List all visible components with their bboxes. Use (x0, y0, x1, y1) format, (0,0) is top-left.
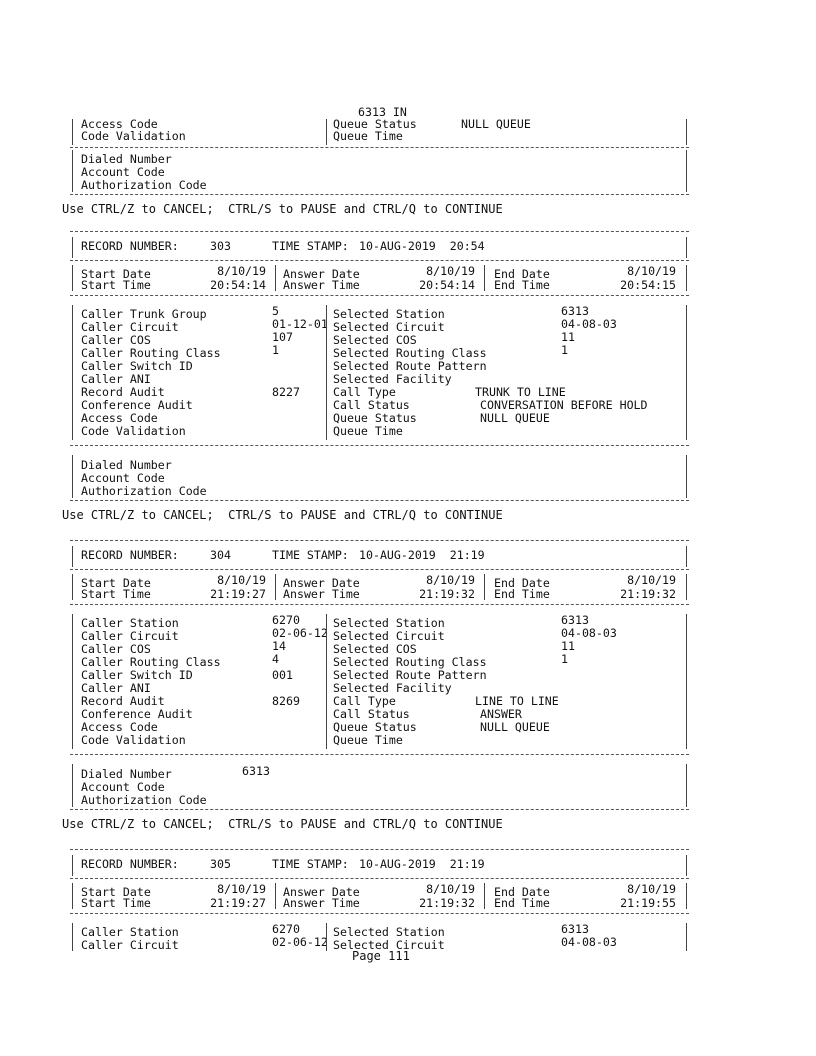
right-border (686, 150, 687, 192)
dialed-number-label: Dialed Number (81, 458, 172, 472)
end-time-label: End Time (494, 896, 550, 910)
end-date-label: End Date (494, 576, 550, 590)
column-divider (484, 574, 485, 600)
separator (70, 809, 689, 810)
dialed-number-value: 6313 (242, 764, 270, 778)
page-number: Page 111 (352, 949, 410, 963)
left-border (72, 455, 73, 498)
selected-station-label: Selected Station (333, 925, 445, 939)
record-audit-value: 8269 (272, 694, 300, 708)
dialed-number-label: Dialed Number (81, 152, 172, 166)
control-instructions: Use CTRL/Z to CANCEL; CTRL/S to PAUSE and CTRL/Q to CONTINUE (62, 508, 503, 522)
record-number-value: 303 (210, 239, 231, 253)
selected-circuit-label: Selected Circuit (333, 938, 445, 952)
start-time-value: 21:19:27 (210, 896, 266, 910)
caller-circuit-value: 01-12-01 (272, 317, 328, 331)
start-time-label: Start Time (81, 278, 151, 292)
selected-circuit-value: 04-08-03 (561, 626, 617, 640)
selected-circuit-value: 04-08-03 (561, 317, 617, 331)
right-border (686, 455, 687, 498)
caller-routing-class-label: Caller Routing Class (81, 346, 221, 360)
left-border (72, 150, 73, 192)
start-date-value: 8/10/19 (217, 573, 266, 587)
selected-station-value: 6313 (561, 304, 589, 318)
start-date-label: Start Date (81, 267, 151, 281)
answer-time-value: 21:19:32 (419, 896, 475, 910)
right-border (686, 237, 687, 258)
separator (70, 754, 689, 755)
selected-station-label: Selected Station (333, 307, 445, 321)
selected-facility-label: Selected Facility (333, 372, 452, 386)
account-code-label: Account Code (81, 780, 165, 794)
right-border (686, 923, 687, 951)
control-instructions: Use CTRL/Z to CANCEL; CTRL/S to PAUSE and CTRL/Q to CONTINUE (62, 817, 503, 831)
right-border (686, 119, 687, 145)
right-border (686, 614, 687, 749)
separator (70, 500, 689, 501)
caller-circuit-value: 02-06-12 (272, 935, 328, 949)
queue-status-label: Queue Status (333, 720, 417, 734)
call-status-value: CONVERSATION BEFORE HOLD (480, 398, 648, 412)
time-stamp-label: TIME STAMP: (272, 548, 349, 562)
record-number-label: RECORD NUMBER: (81, 857, 179, 871)
left-border (72, 305, 73, 440)
caller-circuit-value: 02-06-12 (272, 626, 328, 640)
separator (70, 295, 689, 296)
separator (70, 260, 689, 261)
caller-switch-id-value: 001 (272, 668, 293, 682)
record-top-border (70, 849, 689, 850)
left-border (72, 546, 73, 567)
time-stamp-value: 10-AUG-2019 20:54 (359, 239, 485, 253)
queue-status-value: NULL QUEUE (480, 411, 550, 425)
end-date-value: 8/10/19 (627, 264, 676, 278)
selected-routing-class-label: Selected Routing Class (333, 346, 487, 360)
left-border (72, 237, 73, 258)
control-instructions: Use CTRL/Z to CANCEL; CTRL/S to PAUSE and CTRL/Q to CONTINUE (62, 202, 503, 216)
column-divider (484, 883, 485, 909)
right-border (686, 764, 687, 807)
caller-ani-label: Caller ANI (81, 372, 151, 386)
queue-time-label: Queue Time (333, 129, 403, 143)
left-border (72, 265, 73, 291)
end-time-value: 21:19:55 (620, 896, 676, 910)
caller-circuit-label: Caller Circuit (81, 320, 179, 334)
caller-circuit-label: Caller Circuit (81, 938, 179, 952)
selected-routing-class-value: 1 (561, 652, 568, 666)
start-time-value: 21:19:27 (210, 587, 266, 601)
access-code-label: Access Code (81, 720, 158, 734)
column-divider (326, 305, 327, 440)
column-divider (326, 614, 327, 749)
call-type-label: Call Type (333, 385, 396, 399)
caller-circuit-label: Caller Circuit (81, 629, 179, 643)
selected-cos-value: 11 (561, 330, 575, 344)
call-type-value: TRUNK TO LINE (475, 385, 566, 399)
record-number-label: RECORD NUMBER: (81, 239, 179, 253)
record-audit-label: Record Audit (81, 385, 165, 399)
left-border (72, 574, 73, 600)
start-date-value: 8/10/19 (217, 882, 266, 896)
answer-time-label: Answer Time (283, 278, 360, 292)
caller-cos-label: Caller COS (81, 642, 151, 656)
end-time-value: 20:54:15 (620, 278, 676, 292)
dialed-number-label: Dialed Number (81, 767, 172, 781)
selected-route-pattern-label: Selected Route Pattern (333, 668, 487, 682)
start-date-label: Start Date (81, 576, 151, 590)
start-date-value: 8/10/19 (217, 264, 266, 278)
separator (70, 147, 689, 148)
queue-status-label: Queue Status (333, 117, 417, 131)
separator (70, 445, 689, 446)
selected-circuit-value: 04-08-03 (561, 935, 617, 949)
column-divider (275, 265, 276, 291)
queue-status-value: NULL QUEUE (461, 117, 531, 131)
caller-cos-value: 14 (272, 639, 286, 653)
caller-station-value: 6270 (272, 613, 300, 627)
selected-facility-label: Selected Facility (333, 681, 452, 695)
answer-date-value: 8/10/19 (426, 882, 475, 896)
right-border (686, 883, 687, 909)
column-divider (326, 923, 327, 951)
queue-heading: 6313 IN (358, 105, 407, 119)
left-border (72, 883, 73, 909)
authorization-code-label: Authorization Code (81, 484, 207, 498)
column-divider (326, 119, 327, 145)
caller-station-value: 6270 (272, 922, 300, 936)
answer-time-value: 21:19:32 (419, 587, 475, 601)
caller-cos-value: 107 (272, 330, 293, 344)
start-time-label: Start Time (81, 896, 151, 910)
separator (70, 878, 689, 879)
queue-status-label: Queue Status (333, 411, 417, 425)
end-time-value: 21:19:32 (620, 587, 676, 601)
left-border (72, 923, 73, 951)
answer-date-value: 8/10/19 (426, 264, 475, 278)
queue-status-value: NULL QUEUE (480, 720, 550, 734)
start-time-label: Start Time (81, 587, 151, 601)
end-time-label: End Time (494, 587, 550, 601)
left-border (72, 119, 73, 145)
caller-station-label: Caller Station (81, 925, 179, 939)
record-number-value: 304 (210, 548, 231, 562)
end-date-value: 8/10/19 (627, 573, 676, 587)
authorization-code-label: Authorization Code (81, 178, 207, 192)
call-status-value: ANSWER (480, 707, 522, 721)
left-border (72, 614, 73, 749)
separator (70, 913, 689, 914)
right-border (686, 855, 687, 876)
answer-time-label: Answer Time (283, 896, 360, 910)
start-date-label: Start Date (81, 885, 151, 899)
column-divider (275, 574, 276, 600)
caller-switch-id-label: Caller Switch ID (81, 668, 193, 682)
code-validation-label: Code Validation (81, 733, 186, 747)
end-date-label: End Date (494, 267, 550, 281)
record-number-label: RECORD NUMBER: (81, 548, 179, 562)
answer-date-label: Answer Date (283, 267, 360, 281)
caller-cos-label: Caller COS (81, 333, 151, 347)
record-audit-value: 8227 (272, 385, 300, 399)
time-stamp-label: TIME STAMP: (272, 857, 349, 871)
selected-routing-class-label: Selected Routing Class (333, 655, 487, 669)
selected-cos-label: Selected COS (333, 642, 417, 656)
answer-date-label: Answer Date (283, 576, 360, 590)
caller-switch-id-label: Caller Switch ID (81, 359, 193, 373)
selected-circuit-label: Selected Circuit (333, 320, 445, 334)
right-border (686, 265, 687, 291)
column-divider (275, 883, 276, 909)
record-audit-label: Record Audit (81, 694, 165, 708)
right-border (686, 574, 687, 600)
selected-station-value: 6313 (561, 922, 589, 936)
call-type-value: LINE TO LINE (475, 694, 559, 708)
answer-date-label: Answer Date (283, 885, 360, 899)
left-border (72, 855, 73, 876)
left-border (72, 764, 73, 807)
end-time-label: End Time (494, 278, 550, 292)
answer-time-value: 20:54:14 (419, 278, 475, 292)
caller-routing-class-value: 4 (272, 652, 279, 666)
call-status-label: Call Status (333, 398, 410, 412)
selected-station-label: Selected Station (333, 616, 445, 630)
caller-trunk-group-label: Caller Trunk Group (81, 307, 207, 321)
queue-time-label: Queue Time (333, 424, 403, 438)
separator (70, 569, 689, 570)
conference-audit-label: Conference Audit (81, 398, 193, 412)
access-code-label: Access Code (81, 411, 158, 425)
caller-routing-class-value: 1 (272, 343, 279, 357)
time-stamp-label: TIME STAMP: (272, 239, 349, 253)
access-code-label: Access Code (81, 117, 158, 131)
selected-circuit-label: Selected Circuit (333, 629, 445, 643)
selected-routing-class-value: 1 (561, 343, 568, 357)
right-border (686, 305, 687, 440)
end-date-label: End Date (494, 885, 550, 899)
queue-time-label: Queue Time (333, 733, 403, 747)
call-type-label: Call Type (333, 694, 396, 708)
selected-route-pattern-label: Selected Route Pattern (333, 359, 487, 373)
selected-station-value: 6313 (561, 613, 589, 627)
record-top-border (70, 231, 689, 232)
record-top-border (70, 540, 689, 541)
account-code-label: Account Code (81, 165, 165, 179)
selected-cos-value: 11 (561, 639, 575, 653)
time-stamp-value: 10-AUG-2019 21:19 (359, 857, 485, 871)
record-number-value: 305 (210, 857, 231, 871)
caller-trunk-group-value: 5 (272, 304, 279, 318)
right-border (686, 546, 687, 567)
authorization-code-label: Authorization Code (81, 793, 207, 807)
time-stamp-value: 10-AUG-2019 21:19 (359, 548, 485, 562)
column-divider (484, 265, 485, 291)
separator (70, 194, 689, 195)
account-code-label: Account Code (81, 471, 165, 485)
caller-ani-label: Caller ANI (81, 681, 151, 695)
start-time-value: 20:54:14 (210, 278, 266, 292)
caller-routing-class-label: Caller Routing Class (81, 655, 221, 669)
end-date-value: 8/10/19 (627, 882, 676, 896)
caller-station-label: Caller Station (81, 616, 179, 630)
separator (70, 604, 689, 605)
code-validation-label: Code Validation (81, 424, 186, 438)
code-validation-label: Code Validation (81, 129, 186, 143)
answer-date-value: 8/10/19 (426, 573, 475, 587)
conference-audit-label: Conference Audit (81, 707, 193, 721)
selected-cos-label: Selected COS (333, 333, 417, 347)
call-status-label: Call Status (333, 707, 410, 721)
answer-time-label: Answer Time (283, 587, 360, 601)
